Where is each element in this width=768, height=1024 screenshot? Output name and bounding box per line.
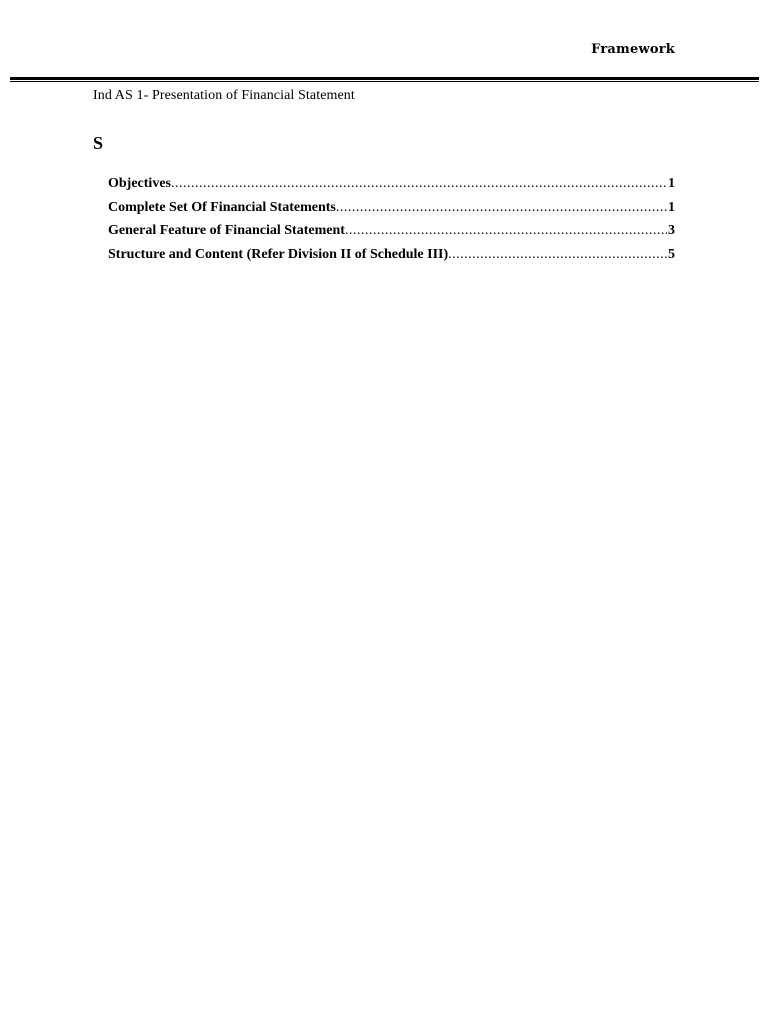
table-of-contents	[108, 176, 675, 270]
toc-entry-complete-set[interactable]	[108, 200, 675, 224]
toc-dot-leader	[171, 176, 667, 192]
header-divider-rule	[10, 77, 759, 82]
toc-dot-leader	[336, 200, 667, 216]
toc-entry-title: Complete Set Of Financial Statements	[108, 199, 336, 215]
toc-entry-title: Objectives	[108, 176, 171, 191]
toc-entry-page-number: 5	[668, 246, 675, 262]
toc-entry-title: Structure and Content (Refer Division II of Schedule III)	[108, 246, 449, 262]
toc-entry-structure-content[interactable]	[108, 247, 675, 271]
toc-heading: S	[93, 133, 104, 153]
document-title: Ind AS 1- Presentation of Financial Statement	[93, 88, 355, 103]
toc-entry-page-number: 1	[668, 176, 675, 191]
toc-entry-objectives[interactable]	[108, 176, 675, 200]
toc-dot-leader	[345, 223, 667, 239]
running-header-title: Framework	[591, 42, 675, 57]
toc-entry-page-number: 3	[668, 223, 675, 238]
toc-entry-general-feature[interactable]	[108, 223, 675, 247]
toc-dot-leader	[448, 247, 667, 263]
toc-entry-page-number: 1	[668, 199, 675, 215]
toc-entry-title: General Feature of Financial Statement	[108, 223, 345, 238]
